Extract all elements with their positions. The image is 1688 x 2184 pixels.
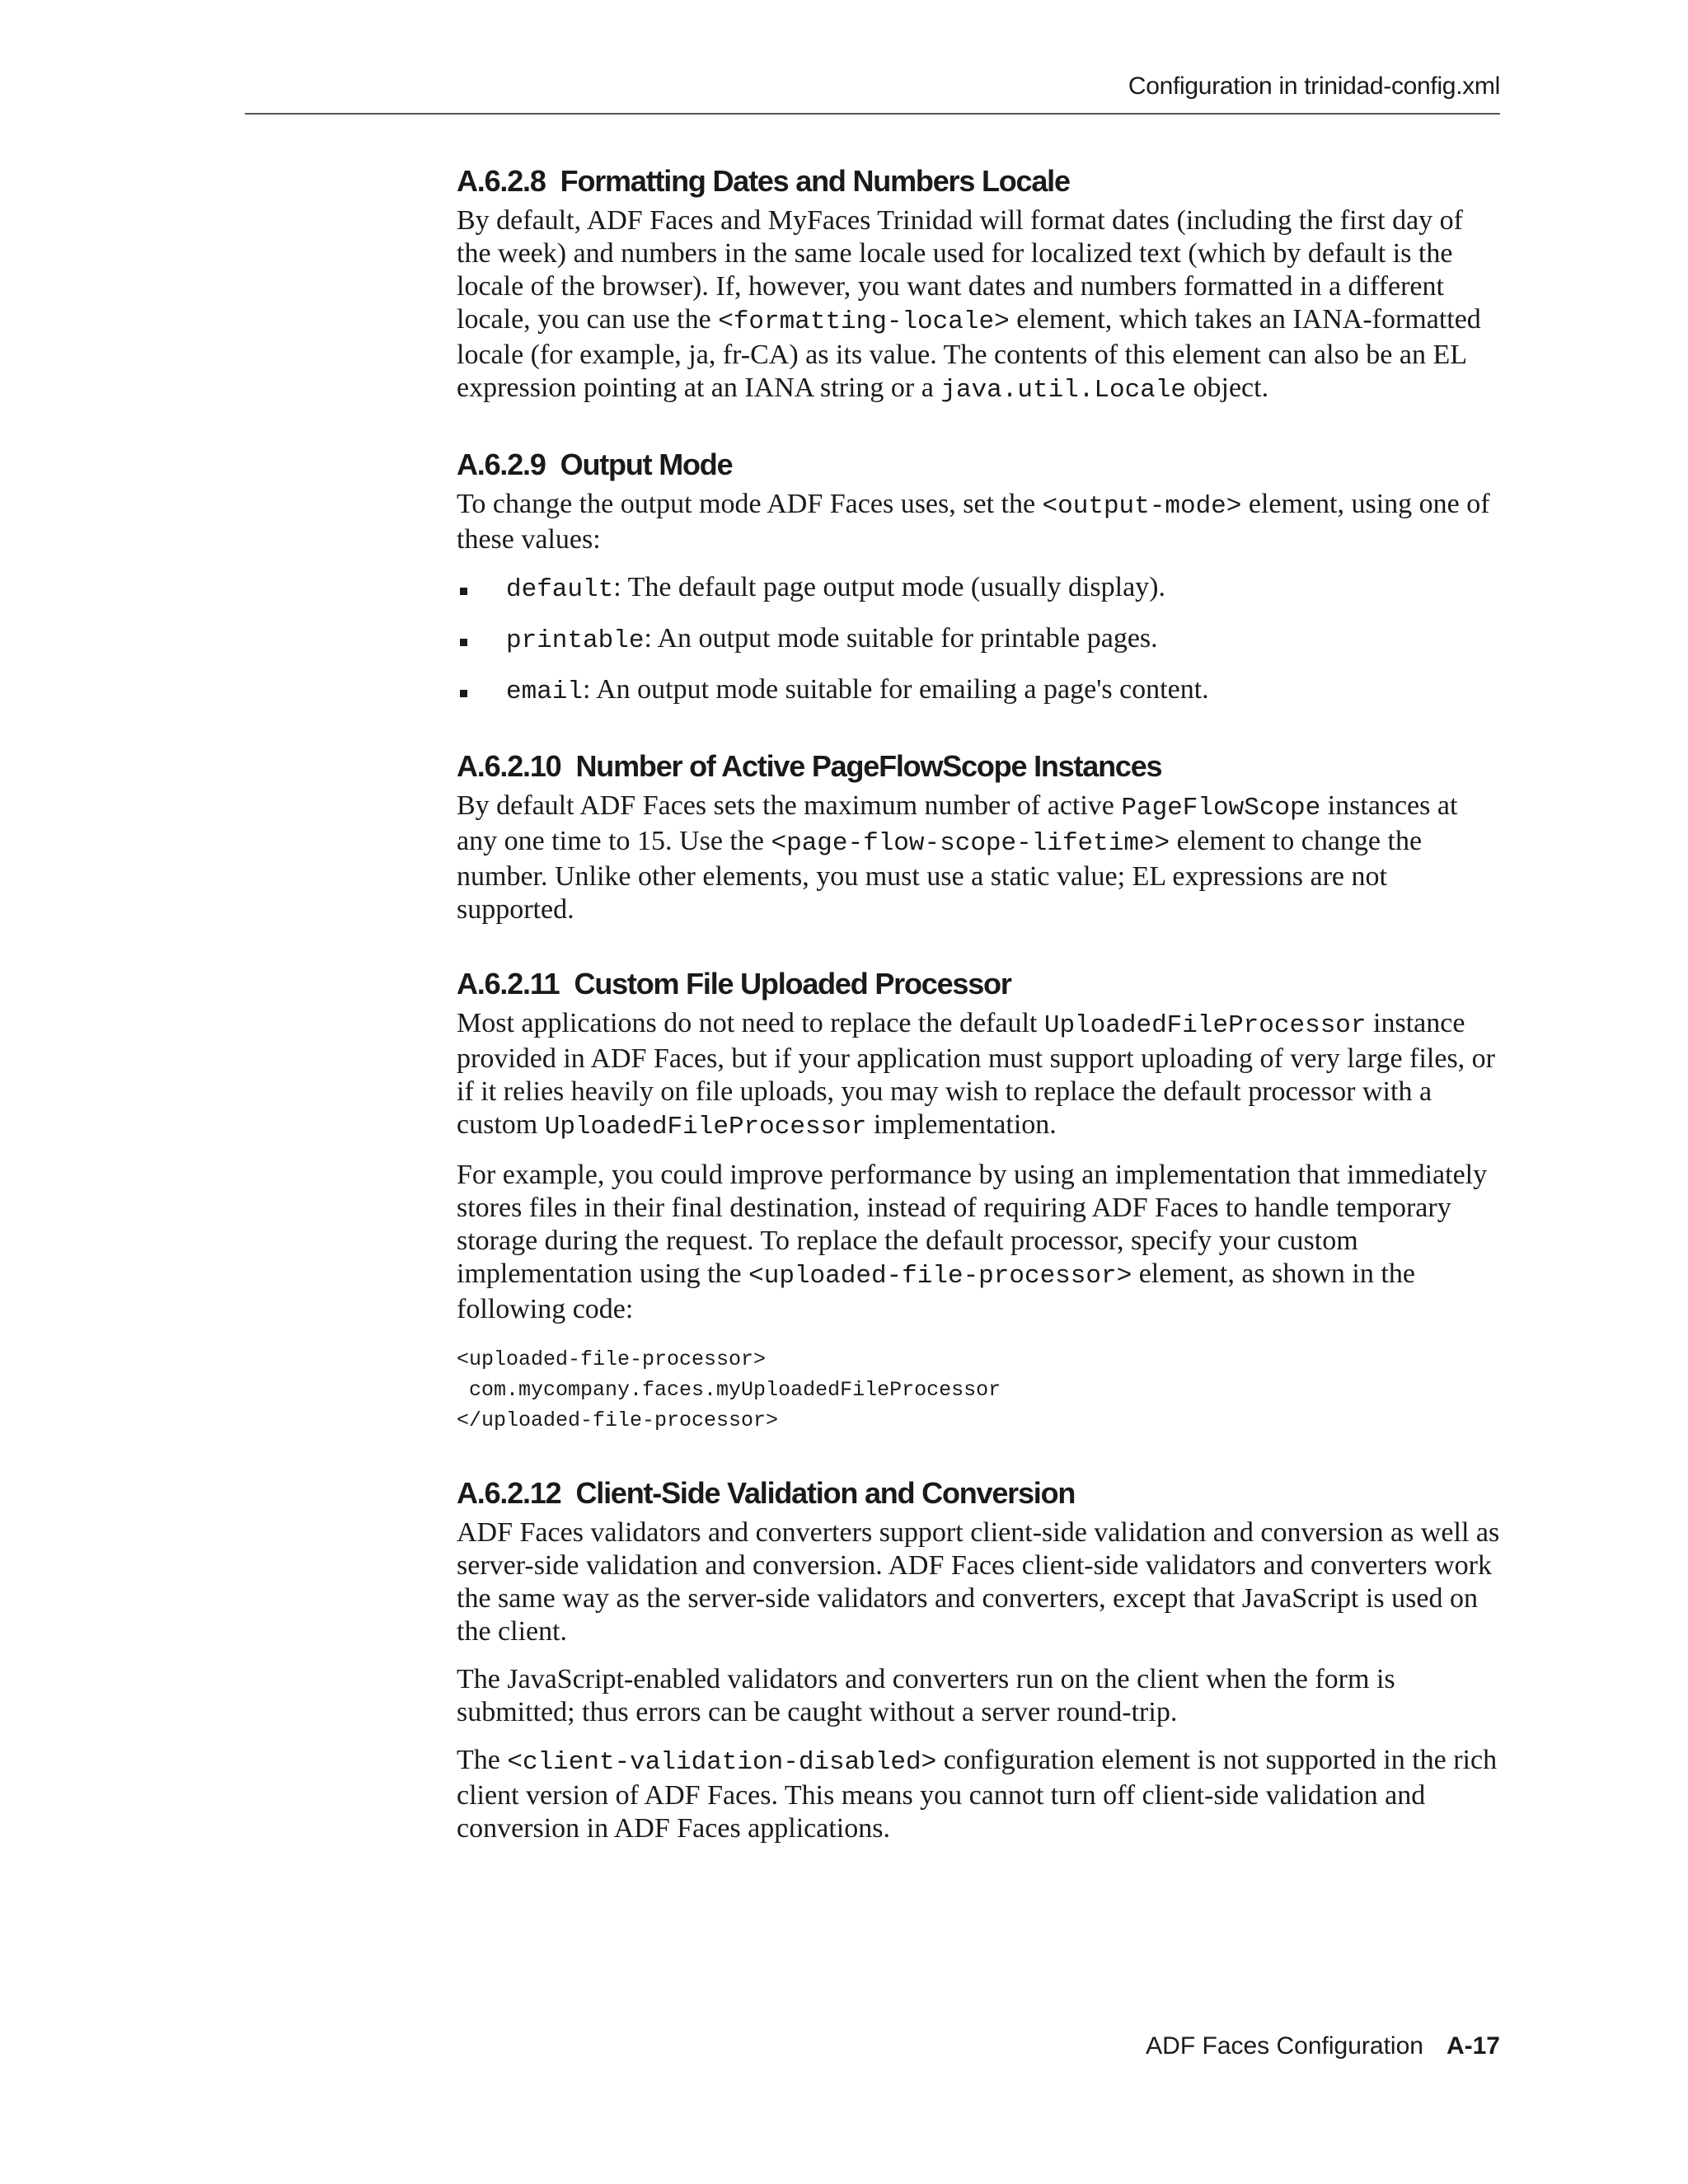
code-inline: printable <box>506 626 645 655</box>
text-run: To change the output mode ADF Faces uses, set the <box>457 489 1043 519</box>
code-inline: email <box>506 677 584 706</box>
code-inline: PageFlowScope <box>1121 794 1321 823</box>
bullet-square-icon <box>460 588 467 595</box>
text-run: : An output mode suitable for printable pages. <box>644 623 1158 654</box>
text-run: By default, ADF Faces and MyFaces Trinidad will format dates (including the first day of the week) and numbers in the same locale used for localized text (which by default is the locale of the browser). If, however, you want dates and numbers formatted in a different locale, you can use the <box>457 205 1463 335</box>
code-inline: <output-mode> <box>1042 492 1242 521</box>
header-rule <box>245 113 1500 115</box>
code-inline: java.util.Locale <box>940 376 1187 405</box>
code-inline: <uploaded-file-processor> <box>748 1262 1132 1291</box>
text-run: implementation. <box>866 1109 1057 1140</box>
paragraph <box>457 204 1503 407</box>
text-run: element, which takes an IANA-formatted locale (for example, ja, fr-CA) as its value. The contents of this element can also be an EL expression pointing at an IANA string or a <box>457 304 1481 403</box>
section-pageflowscope <box>457 747 1503 926</box>
text-run: The <box>457 1745 508 1775</box>
section-heading <box>457 445 1503 485</box>
section-file-upload-processor <box>457 964 1503 1436</box>
section-number: A.6.2.9 <box>457 448 546 481</box>
section-output-mode <box>457 445 1503 709</box>
text-run: element, as shown in the following code: <box>457 1258 1415 1324</box>
section-number: A.6.2.12 <box>457 1476 561 1510</box>
code-example: <uploaded-file-processor> com.mycompany.faces.myUploadedFileProcessor </uploaded-file-processor> <box>457 1347 1001 1432</box>
paragraph: The JavaScript-enabled validators and converters run on the client when the form is submitted; thus errors can be caught without a server round-trip. <box>457 1664 1395 1727</box>
text-run: By default ADF Faces sets the maximum number of active <box>457 790 1122 821</box>
section-title: Number of Active PageFlowScope Instances <box>575 749 1162 783</box>
text-run: configuration element is not supported in the rich client version of ADF Faces. This means you cannot turn off client-side validation and conversion in ADF Faces applications. <box>457 1745 1498 1844</box>
text-run: instances at any one time to 15. Use the <box>457 790 1458 856</box>
section-title: Output Mode <box>560 448 733 481</box>
page-number: A-17 <box>1446 2032 1500 2060</box>
list-item <box>457 673 1503 709</box>
text-run: : The default page output mode (usually display). <box>613 572 1166 602</box>
section-client-validation <box>457 1474 1503 1845</box>
section-heading <box>457 964 1503 1004</box>
section-number: A.6.2.11 <box>457 967 560 1001</box>
paragraph <box>457 1159 1503 1326</box>
bullet-square-icon <box>460 639 467 646</box>
code-inline: <page-flow-scope-lifetime> <box>771 829 1170 858</box>
section-heading <box>457 1474 1503 1513</box>
page-content <box>457 162 1503 1883</box>
code-inline: <formatting-locale> <box>718 307 1010 336</box>
text-run: instance provided in ADF Faces, but if your application must support uploading of very large files, or if it relies heavily on file uploads, you may wish to replace the default processor with a custom <box>457 1008 1495 1140</box>
code-inline: UploadedFileProcessor <box>544 1113 867 1141</box>
running-header: Configuration in trinidad-config.xml <box>1128 73 1500 100</box>
section-heading <box>457 162 1503 201</box>
text-run: element to change the number. Unlike other elements, you must use a static value; EL expressions are not supported. <box>457 826 1423 925</box>
text-run: object. <box>1186 373 1269 403</box>
text-run: Most applications do not need to replace the default <box>457 1008 1044 1038</box>
paragraph <box>457 1744 1503 1845</box>
paragraph <box>457 488 1503 556</box>
code-inline: <client-validation-disabled> <box>507 1748 937 1777</box>
list-item <box>457 571 1503 607</box>
paragraph: ADF Faces validators and converters support client-side validation and conversion as well as server-side validation and conversion. ADF Faces client-side validators and converters work the same way as the server-side validators and converters, except that JavaScript is used on the client. <box>457 1517 1500 1647</box>
section-title: Custom File Uploaded Processor <box>574 967 1011 1001</box>
footer-label: ADF Faces Configuration <box>1146 2032 1423 2060</box>
text-run: element, using one of these values: <box>457 489 1490 555</box>
code-inline: default <box>506 575 614 604</box>
text-run: For example, you could improve performance by using an implementation that immediately stores files in their final destination, instead of requiring ADF Faces to handle temporary storage during the request. To replace the default processor, specify your custom implementation using the <box>457 1160 1488 1289</box>
section-heading <box>457 747 1503 786</box>
section-formatting-locale <box>457 162 1503 407</box>
section-number: A.6.2.10 <box>457 749 561 783</box>
list-item <box>457 622 1503 658</box>
page-footer <box>1146 2032 1500 2060</box>
paragraph <box>457 1007 1503 1144</box>
section-title: Formatting Dates and Numbers Locale <box>560 164 1070 198</box>
bullet-square-icon <box>460 690 467 697</box>
code-inline: UploadedFileProcessor <box>1043 1011 1367 1040</box>
text-run: : An output mode suitable for emailing a page's content. <box>583 674 1209 705</box>
paragraph <box>457 790 1503 926</box>
output-mode-list <box>457 571 1503 709</box>
section-title: Client-Side Validation and Conversion <box>575 1476 1076 1510</box>
section-number: A.6.2.8 <box>457 164 546 198</box>
